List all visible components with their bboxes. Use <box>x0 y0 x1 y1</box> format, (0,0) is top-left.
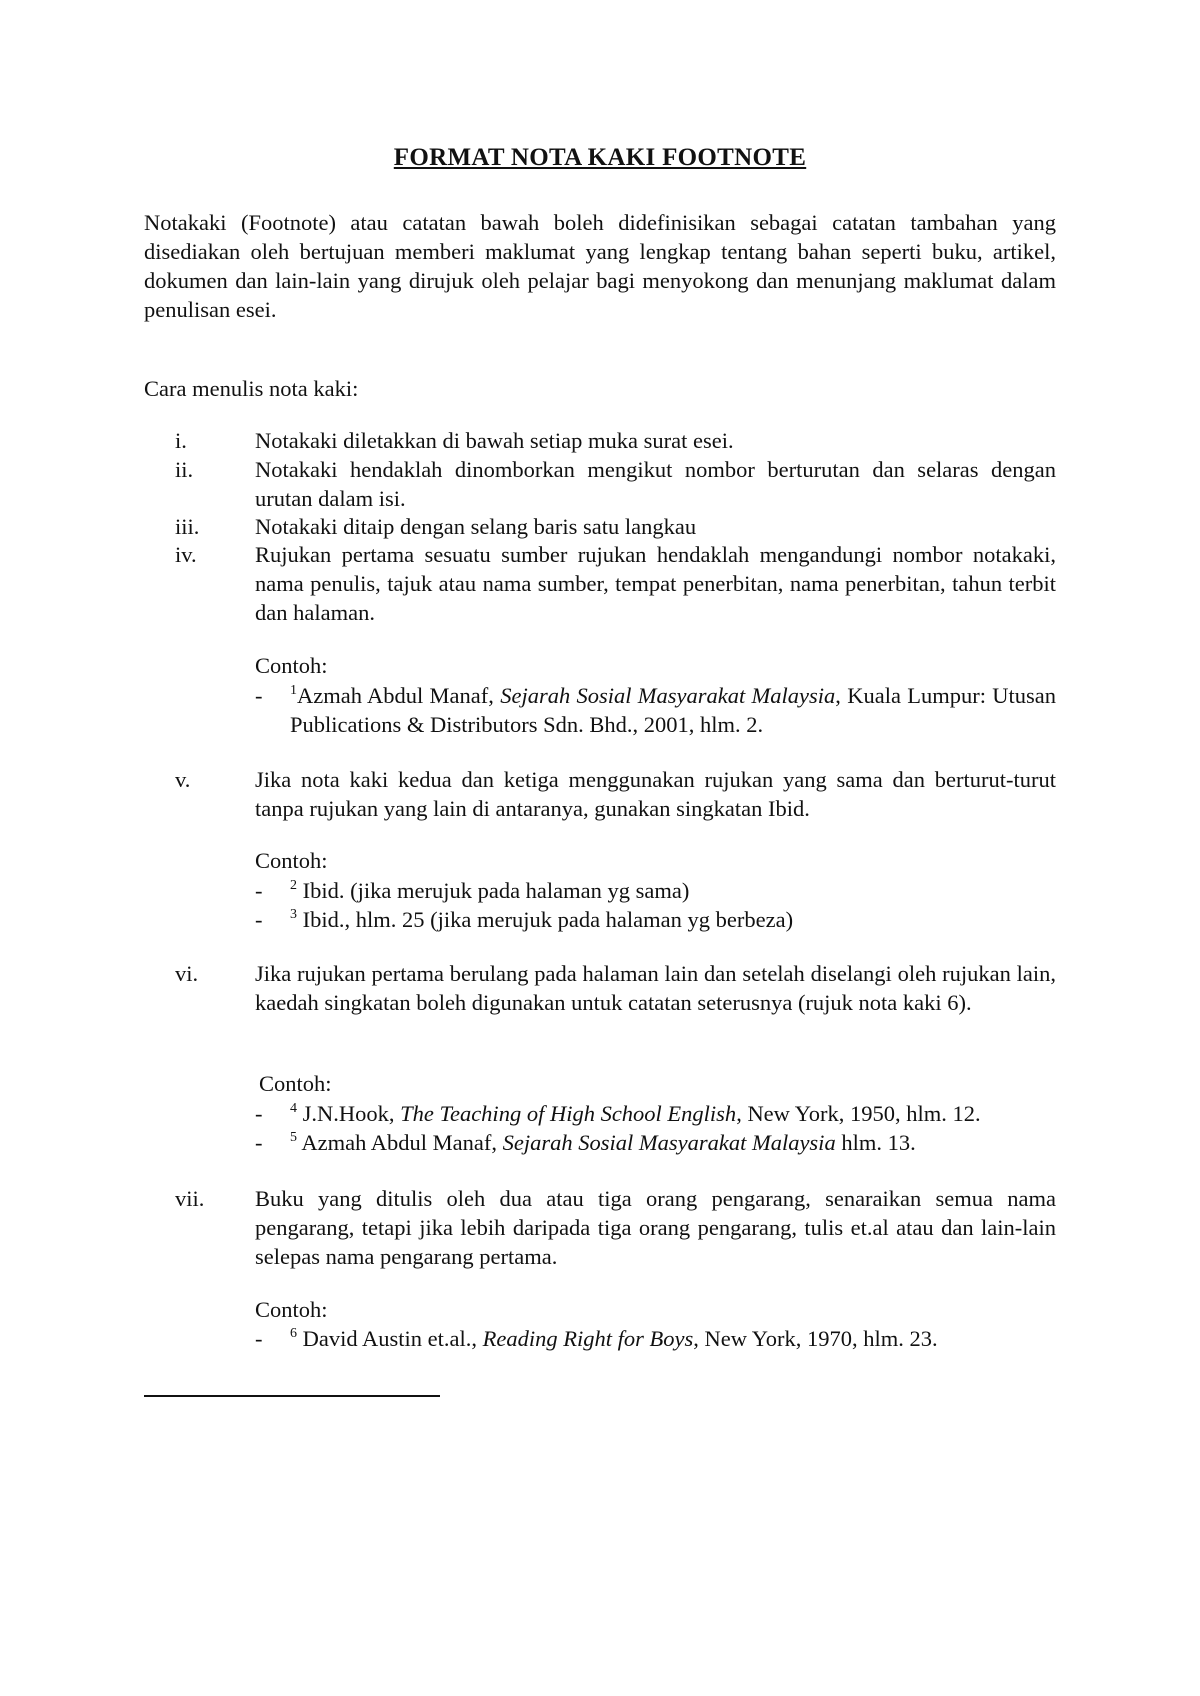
list-dash: - <box>255 878 263 903</box>
reference-title: Sejarah Sosial Masyarakat Malaysia <box>502 1130 836 1155</box>
reference-1 <box>290 681 1056 739</box>
reference-title: Sejarah Sosial Masyarakat Malaysia <box>500 683 836 708</box>
reference-title: Reading Right for Boys <box>482 1326 694 1351</box>
reference-4 <box>290 1099 981 1128</box>
item-numeral: v. <box>175 767 191 792</box>
item-text: Rujukan pertama sesuatu sumber rujukan hendaklah mengandungi nombor notakaki, nama penulis, tajuk atau nama sumber, tempat penerbitan, nama penerbitan, tahun terbit dan halaman. <box>255 542 1056 625</box>
footnote-number: 1 <box>290 683 297 698</box>
reference-5 <box>290 1128 916 1157</box>
list-dash: - <box>255 1326 263 1351</box>
contoh-label: Contoh: <box>255 653 328 678</box>
reference-text: hlm. 13. <box>835 1130 916 1155</box>
intro-paragraph: Notakaki (Footnote) atau catatan bawah boleh didefinisikan sebagai catatan tambahan yang disediakan oleh bertujuan memberi maklumat yang lengkap tentang bahan seperti buku, artikel, dokumen dan lain-lain yang dirujuk oleh pelajar bagi menyokong dan menunjang maklumat dalam penulisan esei. <box>144 210 1056 322</box>
footnote-number: 3 <box>290 907 297 922</box>
item-text: Notakaki diletakkan di bawah setiap muka surat esei. <box>255 428 734 453</box>
reference-text: Azmah Abdul Manaf, <box>297 683 501 708</box>
contoh-label: Contoh: <box>259 1071 332 1096</box>
reference-text: , New York, 1970, hlm. 23. <box>693 1326 938 1351</box>
reference-text: Ibid., hlm. 25 (jika merujuk pada halaman yg berbeza) <box>297 907 794 932</box>
reference-3 <box>290 905 793 934</box>
list-dash: - <box>255 1130 263 1155</box>
list-dash: - <box>255 683 263 708</box>
footnote-number: 2 <box>290 878 297 893</box>
item-text: Jika nota kaki kedua dan ketiga menggunakan rujukan yang sama dan berturut-turut tanpa rujukan yang lain di antaranya, gunakan singkatan Ibid. <box>255 767 1056 821</box>
footnote-separator-line <box>144 1395 440 1397</box>
item-numeral: iii. <box>175 514 200 539</box>
footnote-number: 4 <box>290 1101 297 1116</box>
item-numeral: vii. <box>175 1186 205 1211</box>
item-numeral: iv. <box>175 542 197 567</box>
reference-text: Azmah Abdul Manaf, <box>297 1130 503 1155</box>
item-text: Notakaki ditaip dengan selang baris satu langkau <box>255 514 697 539</box>
reference-6 <box>290 1324 938 1353</box>
item-numeral: i. <box>175 428 187 453</box>
reference-text: David Austin et.al., <box>297 1326 483 1351</box>
reference-title: The Teaching of High School English <box>400 1101 737 1126</box>
item-numeral: vi. <box>175 961 199 986</box>
reference-text: Ibid. (jika merujuk pada halaman yg sama) <box>297 878 690 903</box>
item-text: Notakaki hendaklah dinomborkan mengikut nombor berturutan dan selaras dengan urutan dalam isi. <box>255 457 1056 511</box>
list-dash: - <box>255 907 263 932</box>
item-text: Buku yang ditulis oleh dua atau tiga orang pengarang, senaraikan semua nama pengarang, tetapi jika lebih daripada tiga orang pengarang, tulis et.al atau dan lain-lain selepas nama pengarang pertama. <box>255 1186 1056 1269</box>
contoh-label: Contoh: <box>255 1297 328 1322</box>
page-title: FORMAT NOTA KAKI FOOTNOTE <box>393 144 807 171</box>
reference-text: , New York, 1950, hlm. 12. <box>736 1101 981 1126</box>
footnote-number: 5 <box>290 1130 297 1145</box>
reference-text: , Kuala Lumpur: Utusan Publications & Distributors Sdn. Bhd., 2001, hlm. 2. <box>290 683 1056 737</box>
item-numeral: ii. <box>175 457 194 482</box>
list-dash: - <box>255 1101 263 1126</box>
cara-heading: Cara menulis nota kaki: <box>144 376 359 401</box>
reference-2 <box>290 876 689 905</box>
contoh-label: Contoh: <box>255 848 328 873</box>
footnote-number: 6 <box>290 1326 297 1341</box>
item-text: Jika rujukan pertama berulang pada halaman lain dan setelah diselangi oleh rujukan lain, kaedah singkatan boleh digunakan untuk catatan seterusnya (rujuk nota kaki 6). <box>255 961 1056 1015</box>
reference-text: J.N.Hook, <box>297 1101 401 1126</box>
